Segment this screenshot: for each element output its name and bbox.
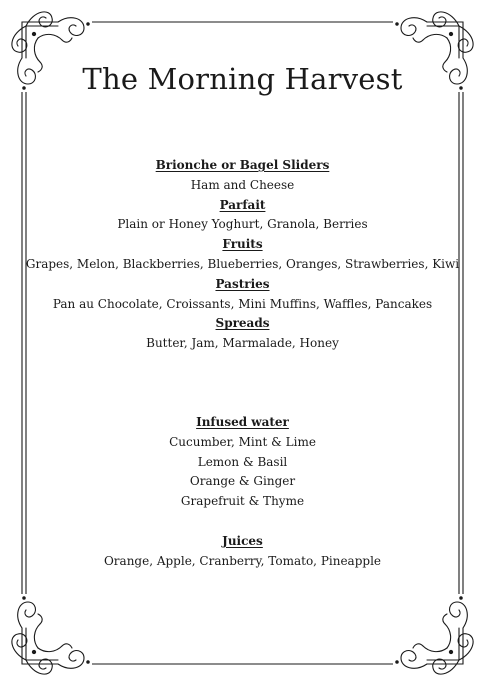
list-item: Orange & Ginger <box>189 474 296 489</box>
spacer <box>0 354 485 413</box>
section-items-spreads: Butter, Jam, Marmalade, Honey <box>146 336 339 351</box>
spacer <box>0 512 485 532</box>
section-heading-infused-water: Infused water <box>196 414 289 429</box>
section-heading-parfait: Parfait <box>219 197 266 212</box>
page-title: The Morning Harvest <box>82 62 403 96</box>
section-items-parfait: Plain or Honey Yoghurt, Granola, Berries <box>117 217 368 232</box>
section-heading-fruits: Fruits <box>222 237 263 252</box>
list-item: Cucumber, Mint & Lime <box>169 434 316 449</box>
list-item: Grapefruit & Thyme <box>180 494 305 509</box>
section-items-pastries: Pan au Chocolate, Croissants, Mini Muffins, Waffles, Pancakes <box>52 296 433 311</box>
corner-ornament-bottom-right-icon <box>396 597 473 674</box>
section-heading-spreads: Spreads <box>215 316 270 331</box>
section-items-sliders: Ham and Cheese <box>190 177 295 192</box>
section-items-fruits: Grapes, Melon, Blackberries, Blueberries, Oranges, Strawberries, Kiwi <box>25 256 460 271</box>
section-heading-pastries: Pastries <box>215 276 270 291</box>
section-items-juices: Orange, Apple, Cranberry, Tomato, Pineapple <box>103 553 382 568</box>
menu-body <box>0 156 485 571</box>
corner-ornament-bottom-left-icon <box>12 597 89 674</box>
section-heading-sliders: Brionche or Bagel Sliders <box>155 158 330 172</box>
list-item: Lemon & Basil <box>197 454 288 469</box>
section-heading-juices: Juices <box>222 533 263 548</box>
